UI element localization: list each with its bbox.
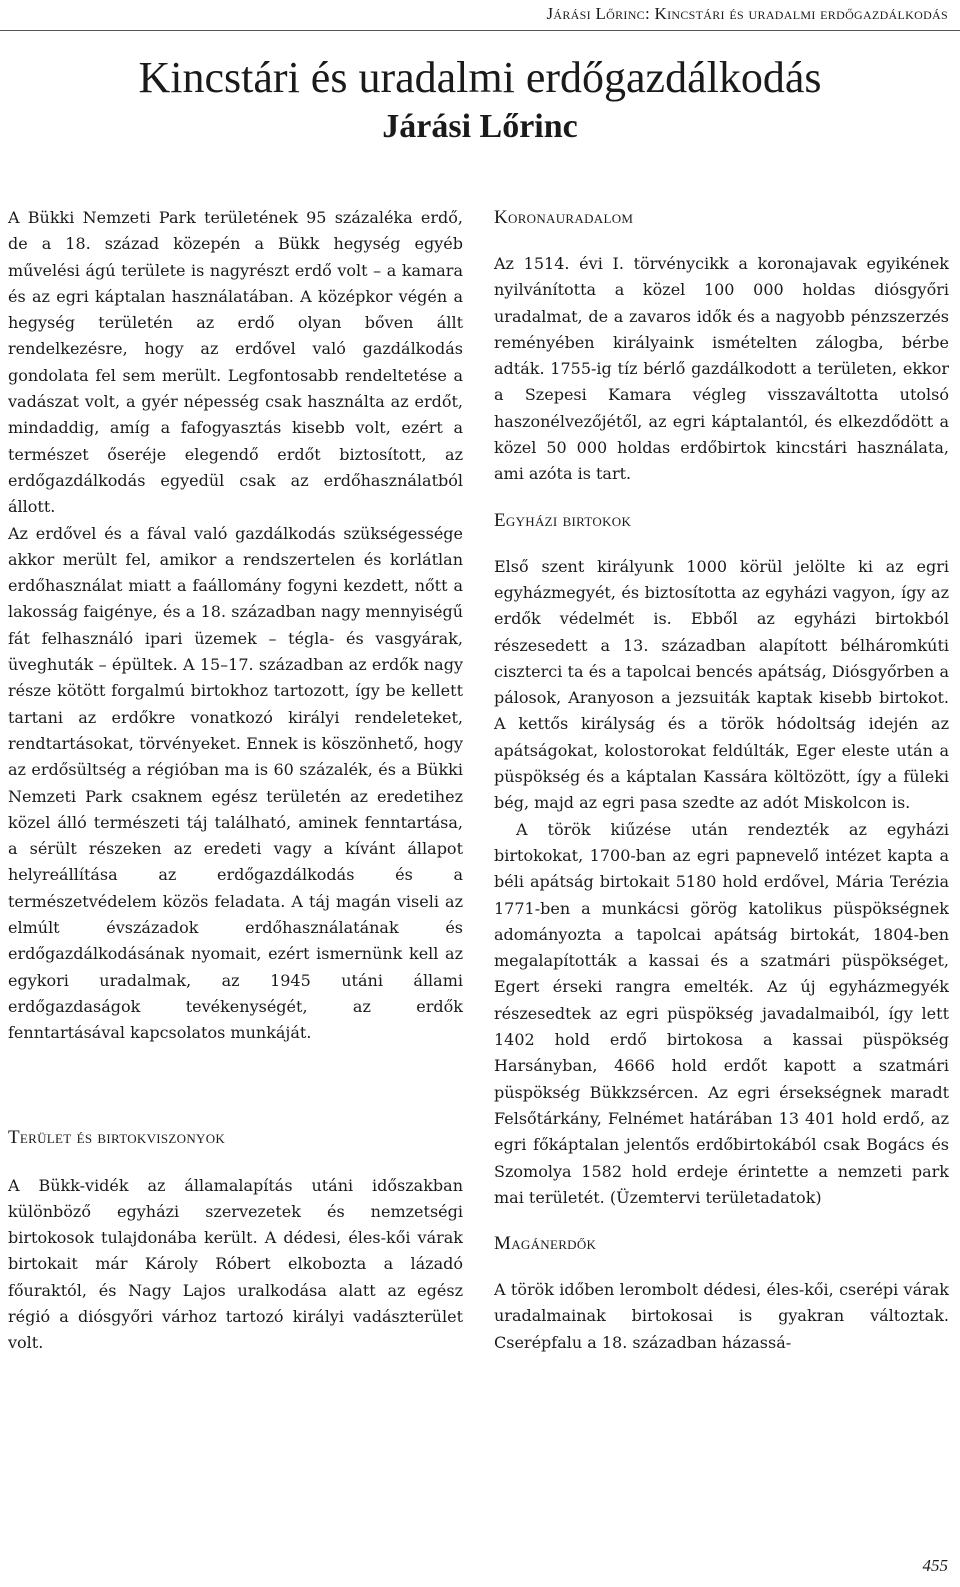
section-heading: Magánerdők <box>494 1233 597 1255</box>
paragraph: Első szent királyunk 1000 körül jelölte ki az egri egyházmegyét, és biztosította az egyházi vagyon, így az erdők védelmét is. Ebből az egyházi birtokból részesedett a 13. században alapított bélháromkúti ciszterci ta és a tapolcai bencés apátság, Diósgyőrben a pálosok, Aranyoson a jezsuiták kaptak kisebb birtokot. A kettős királyság és a török hódoltság idején az apátságokat, kolostorokat feldúlták, Eger eleste után a püspökség és a káptalan Kassára költözött, így a füleki bég, majd az egri pasa szedte az adót Miskolcon is. <box>494 556 949 813</box>
paragraph: A Bükki Nemzeti Park területének 95 százaléka erdő, de a 18. század közepén a Bükk hegység egyéb művelési ágú területe is nagyrészt erdő volt – a kamara és az egri káptalan használatában. A középkor végén a hegység területén az erdő olyan bőven állt rendelkezésre, hogy az erdővel való gazdálkodás gondolata fel sem merült. Legfontosabb rendeltetése a vadászat volt, a gyér népesség csak használta az erdőt, mindaddig, amíg a fafogyasztás kisebb volt, ezért a természet őseréje elegendő erdőt biztosított, az erdőgazdálkodás egyedül csak az erdőhasználatból állott. <box>8 208 463 517</box>
paragraph: Az erdővel és a fával való gazdálkodás szükségessége akkor merült fel, amikor a rendszertelen és korlátlan erdőhasználat miatt a faállomány fogyni kezdett, nőtt a lakosság faigénye, és a 18. században nagy mennyiségű fát felhasználó ipari üzemek – tégla- és vasgyárak, üveghuták – épültek. A 15–17. században az erdők nagy része kötött forgalmú birtokhoz tartozott, így be kellett tartani az erdőkre vonatkozó királyi rendeleteket, rendtartásokat, törvényeket. Ennek is köszönhető, hogy az erdősültség a régióban ma is 60 százalék, és a Bükki Nemzeti Park csaknem egész területén az eredetihez közel álló természeti táj található, aminek fenntartása, a sérült részeken az eredeti vagy a kívánt állapot helyreállítása az erdőgazdálkodás és a természetvédelem közös feladata. A táj magán viseli az elmúlt évszázadok erdőhasználatának és erdőgazdálkodásának nyomait, ezért ismernünk kell az egykori uradalmak, az 1945 utáni állami erdőgazdaságok tevékenységét, az erdők fenntartásával kapcsolatos munkáját. <box>8 523 463 1043</box>
section-heading: Koronauradalom <box>494 207 634 228</box>
section-heading: Egyházi birtokok <box>494 509 632 531</box>
page-number: 455 <box>922 1556 948 1575</box>
article-title: Kincstári és uradalmi erdőgazdálkodás <box>138 53 822 102</box>
paragraph: A török időben lerombolt dédesi, éles-kői, cserépi várak uradalmainak birtokosai is gyakran változtak. Cserépfalu a 18. században házassá- <box>494 1280 949 1352</box>
paragraph: Az 1514. évi I. törvénycikk a koronajavak egyikének nyilvánította a közel 100 000 holdas diósgyőri uradalmat, de a zavaros idők és a nagyobb pénzszerzés reményében királyaink ismételten zálogba, bérbe adták. 1755-ig tíz bérlő gazdálkodott a területen, ekkor a Szepesi Kamara végleg visszaváltotta utolsó haszonélvezőjétől, az egri káptalantól, és elkezdődött a közel 50 000 holdas erdőbirtok kincstári használata, ami azóta is tart. <box>494 254 949 484</box>
right-column <box>494 205 949 1356</box>
article-author: Járási Lőrinc <box>382 108 578 145</box>
paragraph: A török kiűzése után rendezték az egyházi birtokokat, 1700-ban az egri papnevelő intézet kapta a béli apátság birtokait 5180 hold erdővel, Mária Terézia 1771-ben a munkácsi görög katolikus püspökségnek adományozta a tapolcai apátság birtokát, 1804-ben megalapították a kassai és a szatmári püspökséget, Egert érseki rangra emelték. Az új egyházmegyék részesedtek az egri püspökség javadalmaiból, így lett 1402 hold erdő birtokosa a kassai püspökség Harsányban, 4666 hold erdőt kapott a szatmári püspökség Bükkzsércen. Az egri érsekségnek maradt Felsőtárkány, Felnémet határában 13 401 hold erdő, az egri főkáptalan jelentős erdőbirtokából csak Bogács és Szomolya 1582 hold erdeje érintette a nemzeti park mai területét. (Üzemtervi területadatok) <box>494 819 949 1207</box>
paragraph: A Bükk-vidék az államalapítás utáni időszakban különböző egyházi szervezetek és nemzetségi birtokosok tulajdonába került. A dédesi, éles-kői várak birtokait már Károly Róbert elkobozta a lázadó főuraktól, és Nagy Lajos uralkodása alatt az egész régió a diósgyőri várhoz tartozó királyi vadászterület volt. <box>8 1175 463 1353</box>
section-heading: Terület és birtokviszonyok <box>8 1126 226 1148</box>
left-column <box>8 205 463 1357</box>
header-divider <box>0 30 960 31</box>
running-header: Járási Lőrinc: Kincstári és uradalmi erdőgazdálkodás <box>546 4 948 23</box>
